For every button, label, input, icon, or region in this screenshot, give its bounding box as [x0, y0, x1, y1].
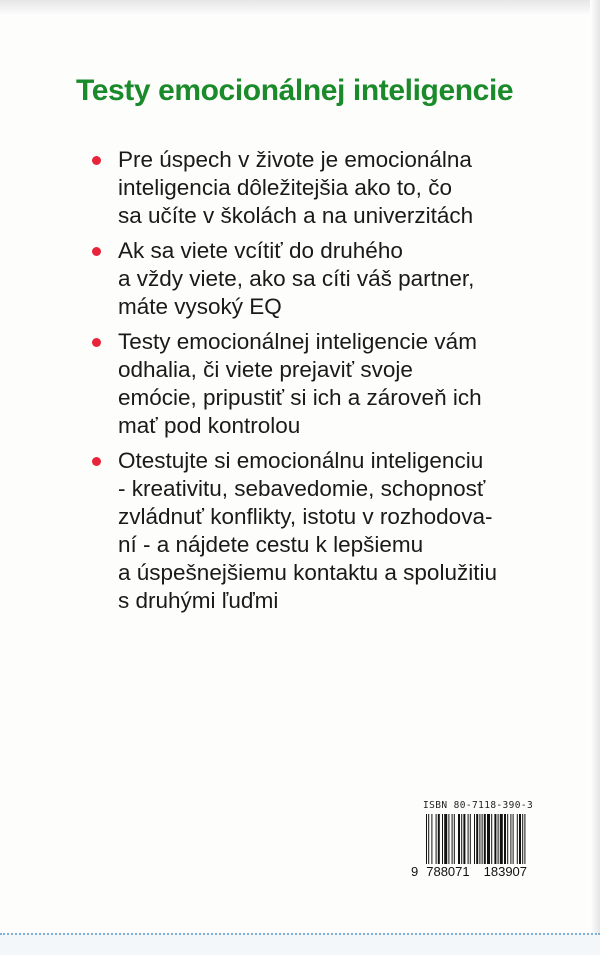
- barcode-digits: [411, 864, 567, 879]
- bullet-line: - kreativitu, sebavedomie, schopnosť: [118, 476, 486, 501]
- bullet-dot-icon: [92, 247, 101, 256]
- barcode-lead-digit: 9: [411, 864, 419, 879]
- bullet-line: a vždy viete, ako sa cíti váš partner,: [118, 266, 475, 291]
- right-edge: [590, 0, 600, 955]
- bullet-line: Pre úspech v živote je emocionálna: [118, 147, 472, 172]
- bullet-line: máte vysoký EQ: [118, 294, 282, 319]
- bullet-dot-icon: [92, 156, 101, 165]
- bullet-line: emócie, pripustiť si ich a zároveň ich: [118, 385, 482, 410]
- cover-title: Testy emocionálnej inteligencie: [76, 74, 514, 107]
- bullet-line: sa učíte v školách a na univerzitách: [118, 203, 474, 228]
- bullet-line: mať pod kontrolou: [118, 413, 301, 438]
- bullet-line: odhalia, či viete prejaviť svoje: [118, 357, 413, 382]
- bullet-line: s druhými ľuďmi: [118, 588, 279, 613]
- bullet-line: ní - a nájdete cestu k lepšiemu: [118, 532, 424, 557]
- barcode-group-left: 788071: [426, 864, 470, 879]
- isbn-label: ISBN 80-7118-390-3: [423, 800, 534, 811]
- bottom-edge: [0, 933, 600, 955]
- bullet-dot-icon: [92, 457, 101, 466]
- bullet-line: Ak sa viete vcítiť do druhého: [118, 238, 403, 263]
- barcode-group-right: 183907: [483, 864, 528, 879]
- bullet-line: inteligencia dôležitejšia ako to, čo: [118, 175, 452, 200]
- bullet-item: [92, 447, 567, 615]
- top-edge: [0, 0, 600, 14]
- bullet-line: Testy emocionálnej inteligencie vám: [118, 329, 477, 354]
- bullet-list: [92, 146, 567, 622]
- bullet-dot-icon: [92, 338, 101, 347]
- bullet-item: [92, 146, 567, 230]
- bullet-line: zvládnuť konflikty, istotu v rozhodova-: [118, 504, 493, 529]
- bullet-item: [92, 328, 567, 440]
- bullet-line: Otestujte si emocionálnu inteligenciu: [118, 448, 484, 473]
- bullet-line: a úspešnejšiemu kontaktu a spolužitiu: [118, 560, 497, 585]
- barcode-icon: [424, 814, 564, 864]
- bullet-item: [92, 237, 567, 321]
